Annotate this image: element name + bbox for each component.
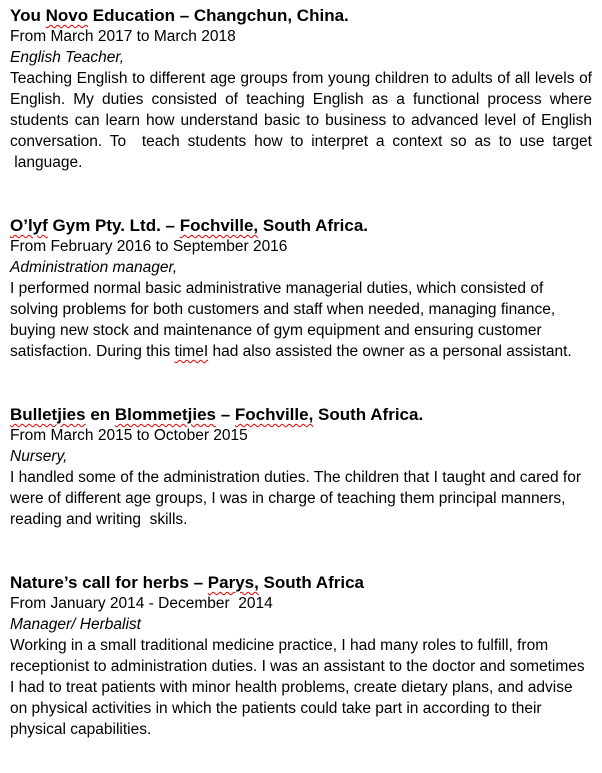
- job-role: Nursery,: [10, 448, 68, 465]
- text-segment: en: [85, 405, 115, 424]
- text-segment: I handled some of the administration duties. The children that I taught and cared for were of different age groups, I was in charge of teaching them principal manners, reading and writing skills.: [10, 469, 581, 528]
- job-title-heading: [10, 215, 592, 236]
- misspelled-word: Blommetjies: [114, 405, 216, 424]
- job-dates: From March 2015 to October 2015: [10, 427, 248, 444]
- job-section: [10, 404, 592, 530]
- misspelled-word: Parys,: [207, 573, 259, 592]
- job-section: [10, 572, 592, 740]
- misspelled-word: Novo: [45, 6, 89, 25]
- text-segment: Gym Pty. Ltd. –: [47, 216, 180, 235]
- job-section: [10, 5, 592, 173]
- text-segment: Teaching English to different age groups from young children to adults of all levels of English. My duties consisted of teaching English as a functional process where students can learn how understand basic to business to advanced level of English conversation. To teach students how to interpret a context so as to use target language.: [10, 70, 592, 171]
- job-description: [10, 467, 592, 530]
- misspelled-word: timeI: [174, 343, 209, 360]
- job-dates: From January 2014 - December 2014: [10, 595, 273, 612]
- job-title-heading: [10, 572, 592, 593]
- text-segment: South Africa.: [313, 405, 424, 424]
- job-description: [10, 68, 592, 173]
- text-segment: Nature’s call for herbs –: [10, 573, 208, 592]
- text-segment: I performed normal basic administrative managerial duties, which consisted of solving problems for both customers and staff when needed, managing finance, buying new stock and maintenance of gym equipment and ensuring customer satisfaction. During this: [10, 280, 556, 360]
- job-description: [10, 278, 592, 362]
- text-segment: South Africa: [258, 573, 364, 592]
- text-segment: –: [215, 405, 235, 424]
- text-segment: You: [10, 6, 46, 25]
- job-description: [10, 635, 592, 740]
- text-segment: Education – Changchun, China.: [88, 6, 349, 25]
- text-segment: Working in a small traditional medicine practice, I had many roles to fulfill, from receptionist to administration duties. I was an assistant to the doctor and sometimes I had to treat patients with minor health problems, create dietary plans, and advise on physical activities in which the patients could take part in according to their physical capabilities.: [10, 637, 585, 738]
- job-title-heading: [10, 5, 592, 26]
- job-section: [10, 215, 592, 362]
- job-dates: From February 2016 to September 2016: [10, 238, 288, 255]
- misspelled-word: Bulletjies: [10, 405, 86, 424]
- text-segment: South Africa.: [258, 216, 369, 235]
- job-role: English Teacher,: [10, 49, 125, 66]
- job-dates: From March 2017 to March 2018: [10, 28, 236, 45]
- job-role: Manager/ Herbalist: [10, 616, 141, 633]
- misspelled-word: Fochville,: [179, 216, 259, 235]
- job-title-heading: [10, 404, 592, 425]
- misspelled-word: O’lyf: [10, 216, 48, 235]
- job-role: Administration manager,: [10, 259, 178, 276]
- text-segment: had also assisted the owner as a personal assistant.: [208, 343, 572, 360]
- misspelled-word: Fochville,: [234, 405, 314, 424]
